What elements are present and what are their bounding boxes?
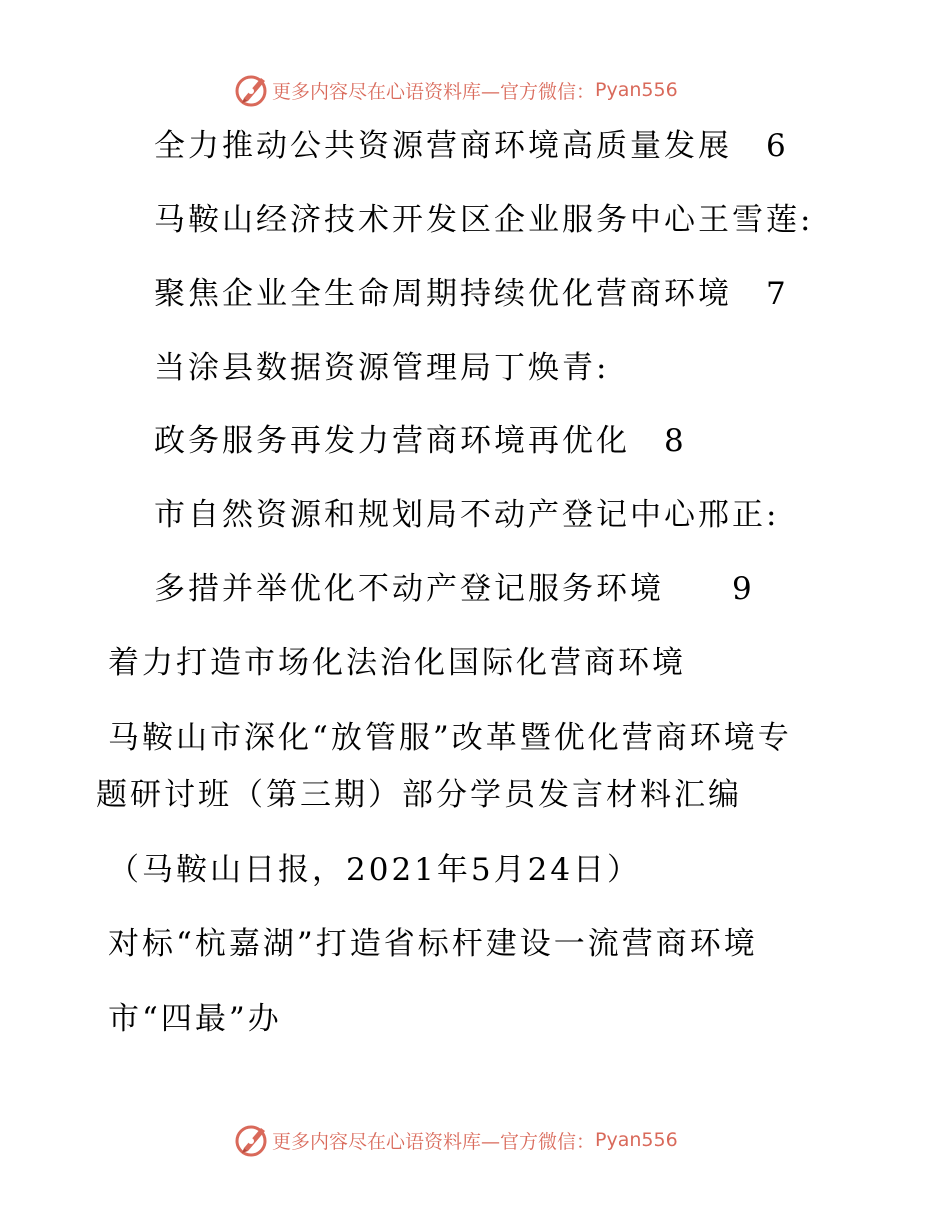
document-title-line-1: 马鞍山市深化“放管服”改革暨优化营商环境专: [108, 720, 792, 756]
watermark-wechat-id: Pyan556: [595, 1129, 678, 1151]
pen-logo-icon: [234, 1122, 270, 1158]
article-author: 市“四最”办: [108, 1001, 282, 1037]
article-title: 对标“杭嘉湖”打造省标杆建设一流营商环境: [108, 926, 758, 962]
header-watermark: [234, 70, 678, 110]
watermark-wechat-id: Pyan556: [595, 79, 678, 101]
toc-entry: 多措并举优化不动产登记服务环境 9: [154, 571, 755, 607]
toc-entry: 聚焦企业全生命周期持续优化营商环境 7: [154, 276, 789, 312]
toc-entry: 政务服务再发力营商环境再优化 8: [154, 423, 687, 459]
section-heading: 着力打造市场化法治化国际化营商环境: [108, 645, 686, 681]
pen-logo-icon: [234, 72, 270, 108]
toc-entry: 当涂县数据资源管理局丁焕青:: [154, 350, 610, 386]
toc-entry: 全力推动公共资源营商环境高质量发展 6: [154, 128, 789, 164]
toc-entry: 市自然资源和规划局不动产登记中心邢正:: [154, 497, 780, 533]
watermark-text: 更多内容尽在心语资料库—官方微信：: [272, 1130, 596, 1153]
footer-watermark: [234, 1120, 678, 1160]
source-note: （马鞍山日报，2021年5月24日）: [108, 852, 642, 888]
toc-entry: 马鞍山经济技术开发区企业服务中心王雪莲:: [154, 202, 814, 238]
watermark-text: 更多内容尽在心语资料库—官方微信：: [272, 80, 596, 103]
document-title-line-2: 题研讨班（第三期）部分学员发言材料汇编: [96, 777, 742, 813]
